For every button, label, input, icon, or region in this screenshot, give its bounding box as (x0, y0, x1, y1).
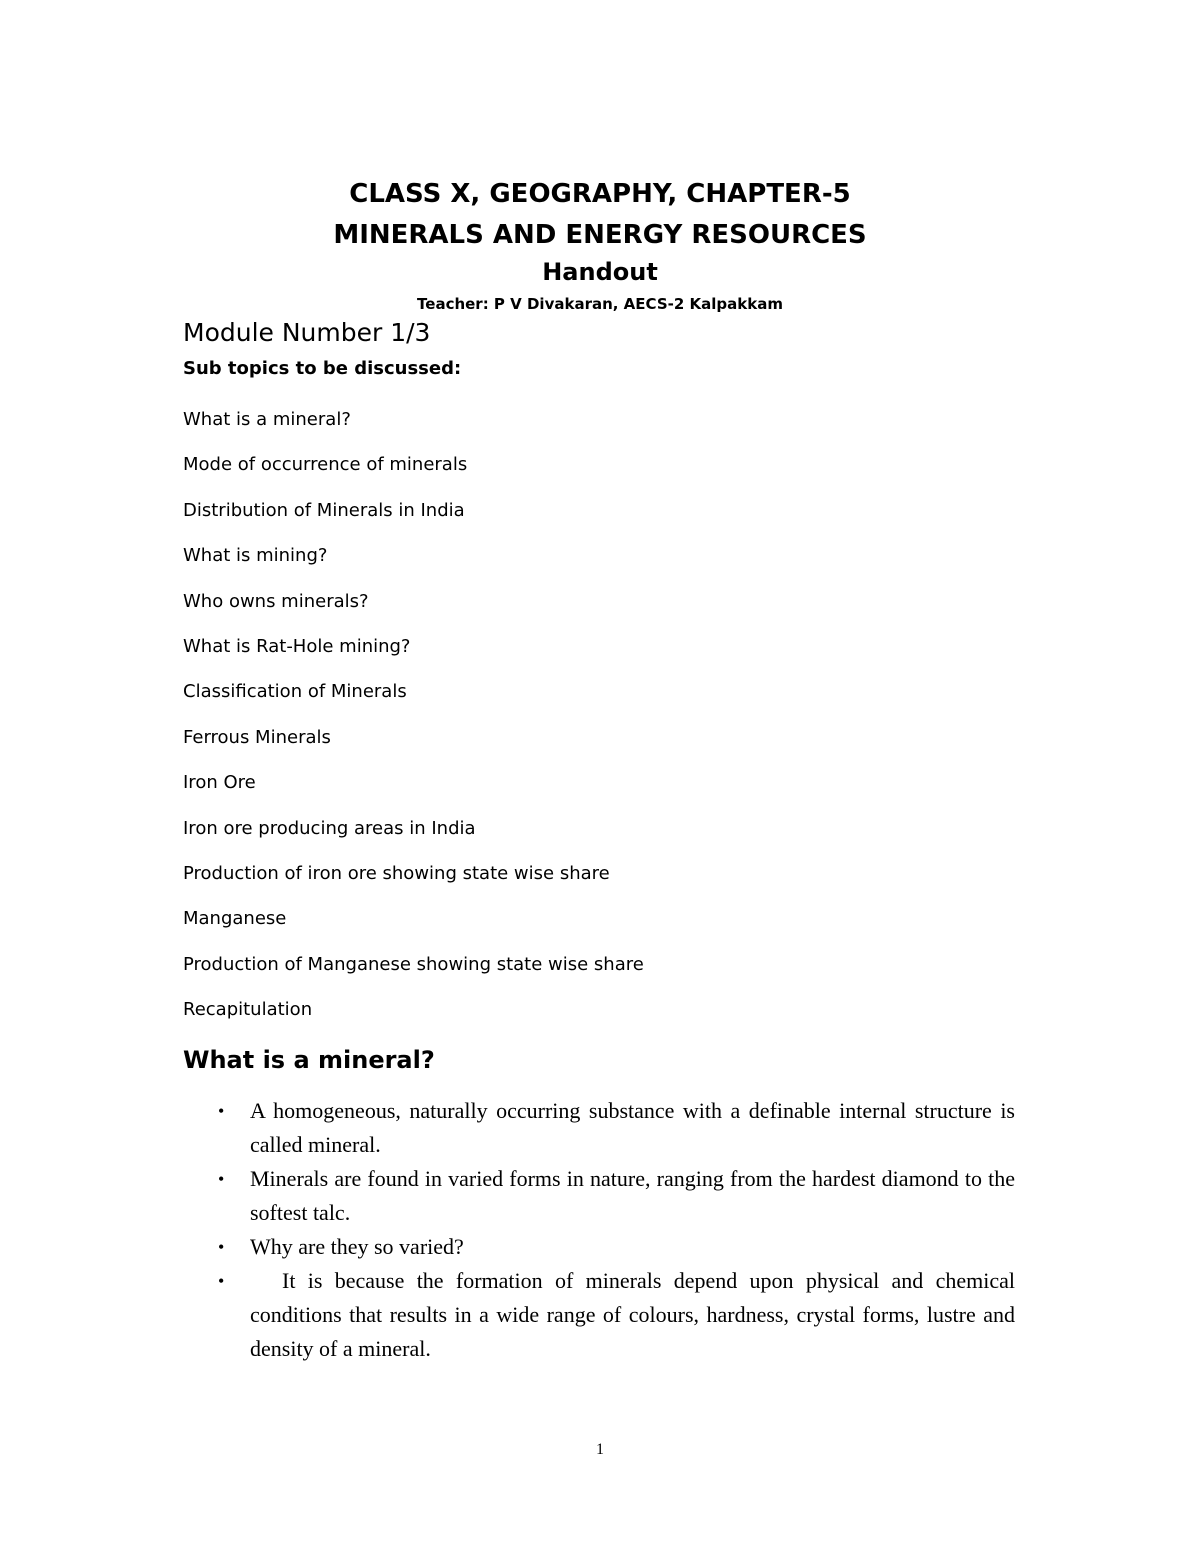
document-title-line-2: MINERALS AND ENERGY RESOURCES (333, 220, 867, 250)
document-title-line-1: CLASS X, GEOGRAPHY, CHAPTER-5 (349, 179, 851, 209)
bullet-icon: • (218, 1101, 225, 1121)
bullet-icon: • (218, 1237, 225, 1257)
bullet-text: It is because the formation of minerals depend upon physical and chemical conditions that results in a wide range of colours, hardness, crystal forms, lustre and density of a mineral. (250, 1268, 1015, 1361)
page-number: 1 (596, 1441, 604, 1458)
bullet-text: Why are they so varied? (250, 1234, 464, 1259)
subtopic-item: Iron Ore (183, 772, 256, 794)
subtopic-item: What is a mineral? (183, 409, 351, 430)
bullet-item (215, 1094, 1015, 1162)
bullet-item (215, 1264, 1015, 1366)
subtopic-item: Ferrous Minerals (183, 726, 331, 748)
module-number: Module Number 1/3 (183, 318, 431, 347)
subtopic-item: Who owns minerals? (183, 590, 369, 612)
subtopics-list (183, 407, 644, 1042)
subtopic-item: What is Rat-Hole mining? (183, 635, 411, 657)
teacher-credit: Teacher: P V Divakaran, AECS-2 Kalpakkam (417, 295, 783, 313)
subtopic-item: Classification of Minerals (183, 681, 407, 703)
subtopic-item: Production of Manganese showing state wise share (183, 953, 644, 975)
bullet-text: Minerals are found in varied forms in nature, ranging from the hardest diamond to the softest talc. (250, 1166, 1015, 1225)
subtopic-item: What is mining? (183, 545, 328, 567)
subtopic-item: Manganese (183, 908, 287, 930)
bullet-icon: • (218, 1169, 225, 1189)
subtopic-item: Distribution of Minerals in India (183, 499, 465, 521)
subtopic-item: Production of iron ore showing state wise share (183, 862, 610, 884)
subtopic-item: Mode of occurrence of minerals (183, 454, 468, 476)
document-subtitle: Handout (542, 258, 658, 286)
bullet-text: A homogeneous, naturally occurring substance with a definable internal structure is called mineral. (250, 1098, 1015, 1157)
subtopic-item: Iron ore producing areas in India (183, 817, 476, 839)
subtopics-heading: Sub topics to be discussed: (183, 358, 462, 379)
bullet-icon: • (218, 1271, 225, 1291)
subtopic-item: Recapitulation (183, 999, 313, 1021)
bullet-item (215, 1230, 1015, 1264)
section-heading: What is a mineral? (183, 1046, 435, 1074)
bullet-list (215, 1094, 1015, 1366)
bullet-item (215, 1162, 1015, 1230)
